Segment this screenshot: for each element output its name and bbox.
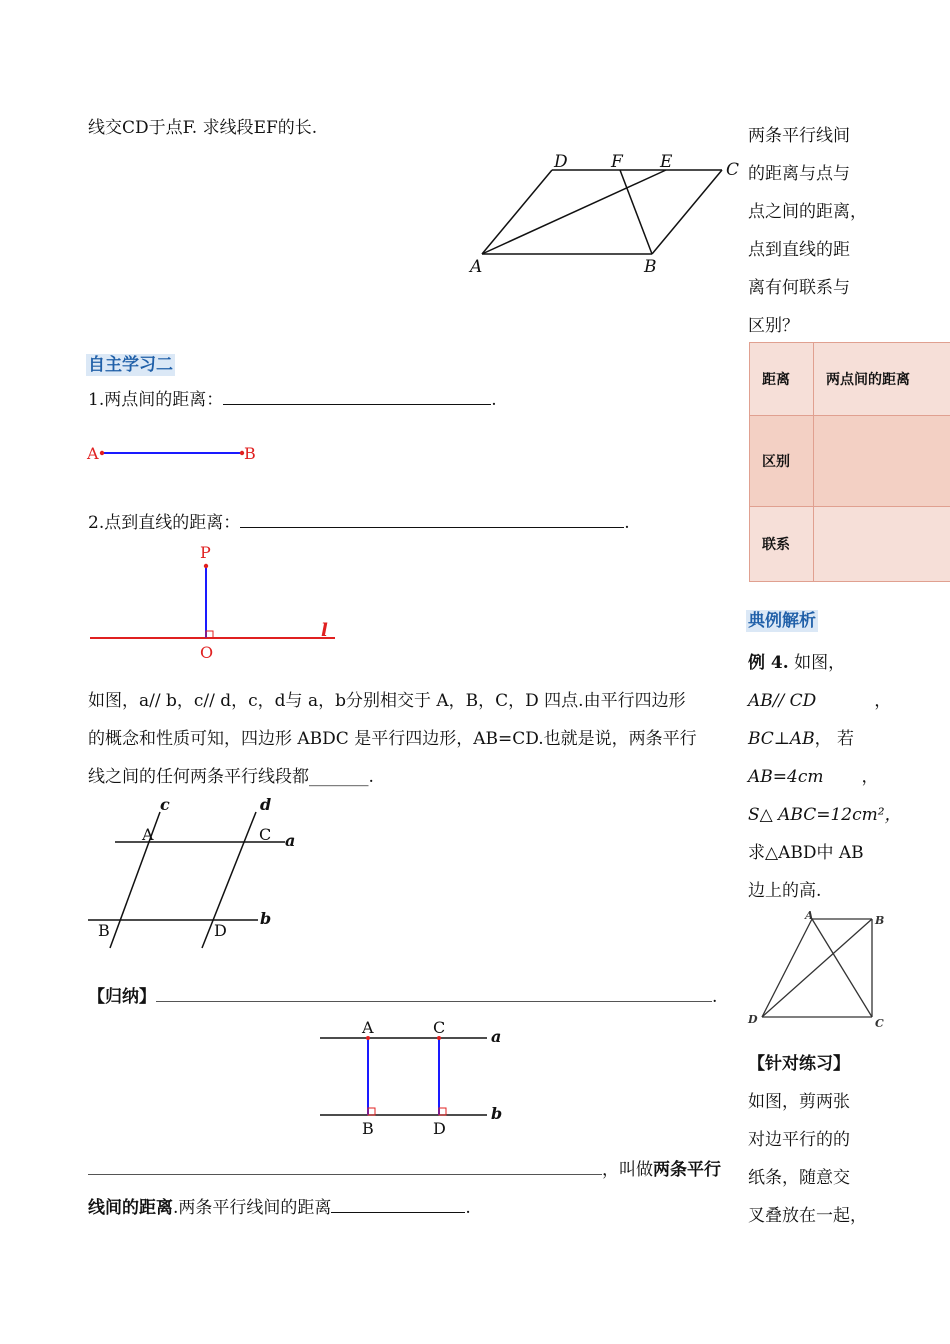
side-line: 离有何联系与 — [748, 278, 850, 298]
table-row-connection: 联系 — [750, 507, 814, 582]
label-A: A — [362, 1018, 374, 1037]
definition-bold: 两条平行 — [653, 1160, 721, 1180]
example-text: AB// CD — [748, 691, 817, 711]
label-a: a — [285, 831, 296, 850]
label-C: C — [259, 825, 272, 844]
comparison-table — [749, 342, 950, 582]
label-E: E — [660, 152, 673, 172]
question-2 — [88, 511, 630, 534]
label-d: d — [260, 795, 272, 814]
example-text: ， 若 — [814, 729, 854, 749]
table-header-two-points: 两点间的距离 — [814, 343, 950, 416]
label-l: l — [321, 620, 328, 641]
table-row-difference: 区别 — [750, 416, 814, 507]
example-text: 边上的高. — [748, 881, 822, 901]
practice — [748, 1045, 867, 1235]
practice-title: 【针对练习】 — [748, 1054, 850, 1074]
side-line: 点之间的距离， — [748, 202, 867, 222]
period: . — [465, 1198, 471, 1218]
summary-blank[interactable] — [156, 985, 712, 1002]
practice-line: 纸条，随意交 — [748, 1168, 850, 1188]
question-1-text: 1.两点间的距离： — [88, 390, 224, 410]
label-a: a — [491, 1027, 502, 1046]
table-header-distance: 距离 — [750, 343, 814, 416]
parallel-distance-figure — [315, 1015, 515, 1140]
practice-line: 叉叠放在一起， — [748, 1206, 867, 1226]
definition-text: .两条平行线间的距离 — [173, 1198, 332, 1218]
definition-bold: 线间的距离 — [88, 1198, 173, 1218]
side-line: 的距离与点与 — [748, 164, 850, 184]
paragraph-line: 如图，a// b，c// d，c，d与 a，b分别相交于 A，B，C，D 四点.由平行四边形 — [88, 691, 686, 711]
side-question — [748, 117, 867, 345]
example-text: 求△ABD中 AB — [748, 843, 864, 863]
parallelogram-figure — [460, 148, 750, 278]
label-c: c — [160, 795, 170, 814]
definition-line-2 — [88, 1196, 471, 1219]
example-text: BC⊥AB — [748, 729, 815, 749]
period: . — [624, 513, 630, 533]
label-A: A — [87, 444, 99, 463]
practice-line: 如图，剪两张 — [748, 1092, 850, 1112]
label-C: C — [433, 1018, 446, 1037]
label-B: B — [875, 914, 885, 927]
label-b: b — [491, 1104, 503, 1123]
point-line-figure — [85, 540, 345, 665]
table-cell-empty[interactable] — [814, 507, 950, 582]
definition-blank[interactable] — [88, 1158, 602, 1175]
summary-label: 【归纳】 — [88, 987, 156, 1007]
example-text: S△ ABC=12cm²， — [748, 805, 902, 825]
summary-line — [88, 985, 717, 1008]
label-A: A — [142, 825, 154, 844]
segment-ab-figure — [80, 438, 270, 468]
example-figure — [742, 905, 892, 1033]
label-D: D — [214, 921, 227, 940]
label-D: D — [554, 152, 568, 172]
question-1 — [88, 388, 497, 411]
practice-line: 对边平行的的 — [748, 1130, 850, 1150]
section-title: 自主学习二 — [88, 355, 173, 375]
side-line: 两条平行线间 — [748, 126, 850, 146]
label-b: b — [260, 909, 272, 928]
label-A: A — [805, 909, 814, 922]
label-O: O — [200, 643, 214, 662]
label-C: C — [726, 160, 740, 180]
label-A: A — [470, 257, 483, 277]
answer-blank[interactable] — [240, 511, 624, 528]
example-text: 如图， — [794, 653, 846, 673]
paragraph-line: 线之间的任何两条平行线段都_______. — [88, 767, 374, 787]
example-text: ， — [861, 767, 879, 787]
answer-blank[interactable] — [223, 388, 491, 405]
label-D: D — [433, 1119, 446, 1138]
parallel-segments-figure — [80, 790, 310, 950]
side-line: 区别？ — [748, 316, 799, 336]
example-label: 例 4. — [748, 653, 789, 673]
side-line: 点到直线的距 — [748, 240, 850, 260]
label-D: D — [748, 1013, 758, 1026]
paragraph — [88, 682, 697, 796]
example-text: ， — [874, 691, 892, 711]
label-B: B — [244, 444, 256, 463]
definition-text: ，叫做 — [602, 1160, 653, 1180]
label-P: P — [200, 543, 211, 562]
table-cell-empty[interactable] — [814, 416, 950, 507]
top-text-line: 线交CD于点F. 求线段EF的长. — [88, 118, 318, 138]
paragraph-line: 的概念和性质可知，四边形 ABDC 是平行四边形，AB=CD.也就是说，两条平行 — [88, 729, 697, 749]
answer-blank[interactable] — [331, 1196, 465, 1213]
question-2-text: 2.点到直线的距离： — [88, 513, 241, 533]
example-4 — [748, 644, 902, 910]
period: . — [712, 987, 718, 1007]
label-F: F — [611, 152, 623, 172]
label-C: C — [875, 1017, 884, 1030]
label-B: B — [644, 257, 657, 277]
example-text: AB=4cm — [748, 767, 824, 787]
period: . — [491, 390, 497, 410]
example-section-title: 典例解析 — [748, 611, 816, 631]
definition-line-1 — [88, 1158, 721, 1181]
label-B: B — [98, 921, 110, 940]
label-B: B — [362, 1119, 374, 1138]
